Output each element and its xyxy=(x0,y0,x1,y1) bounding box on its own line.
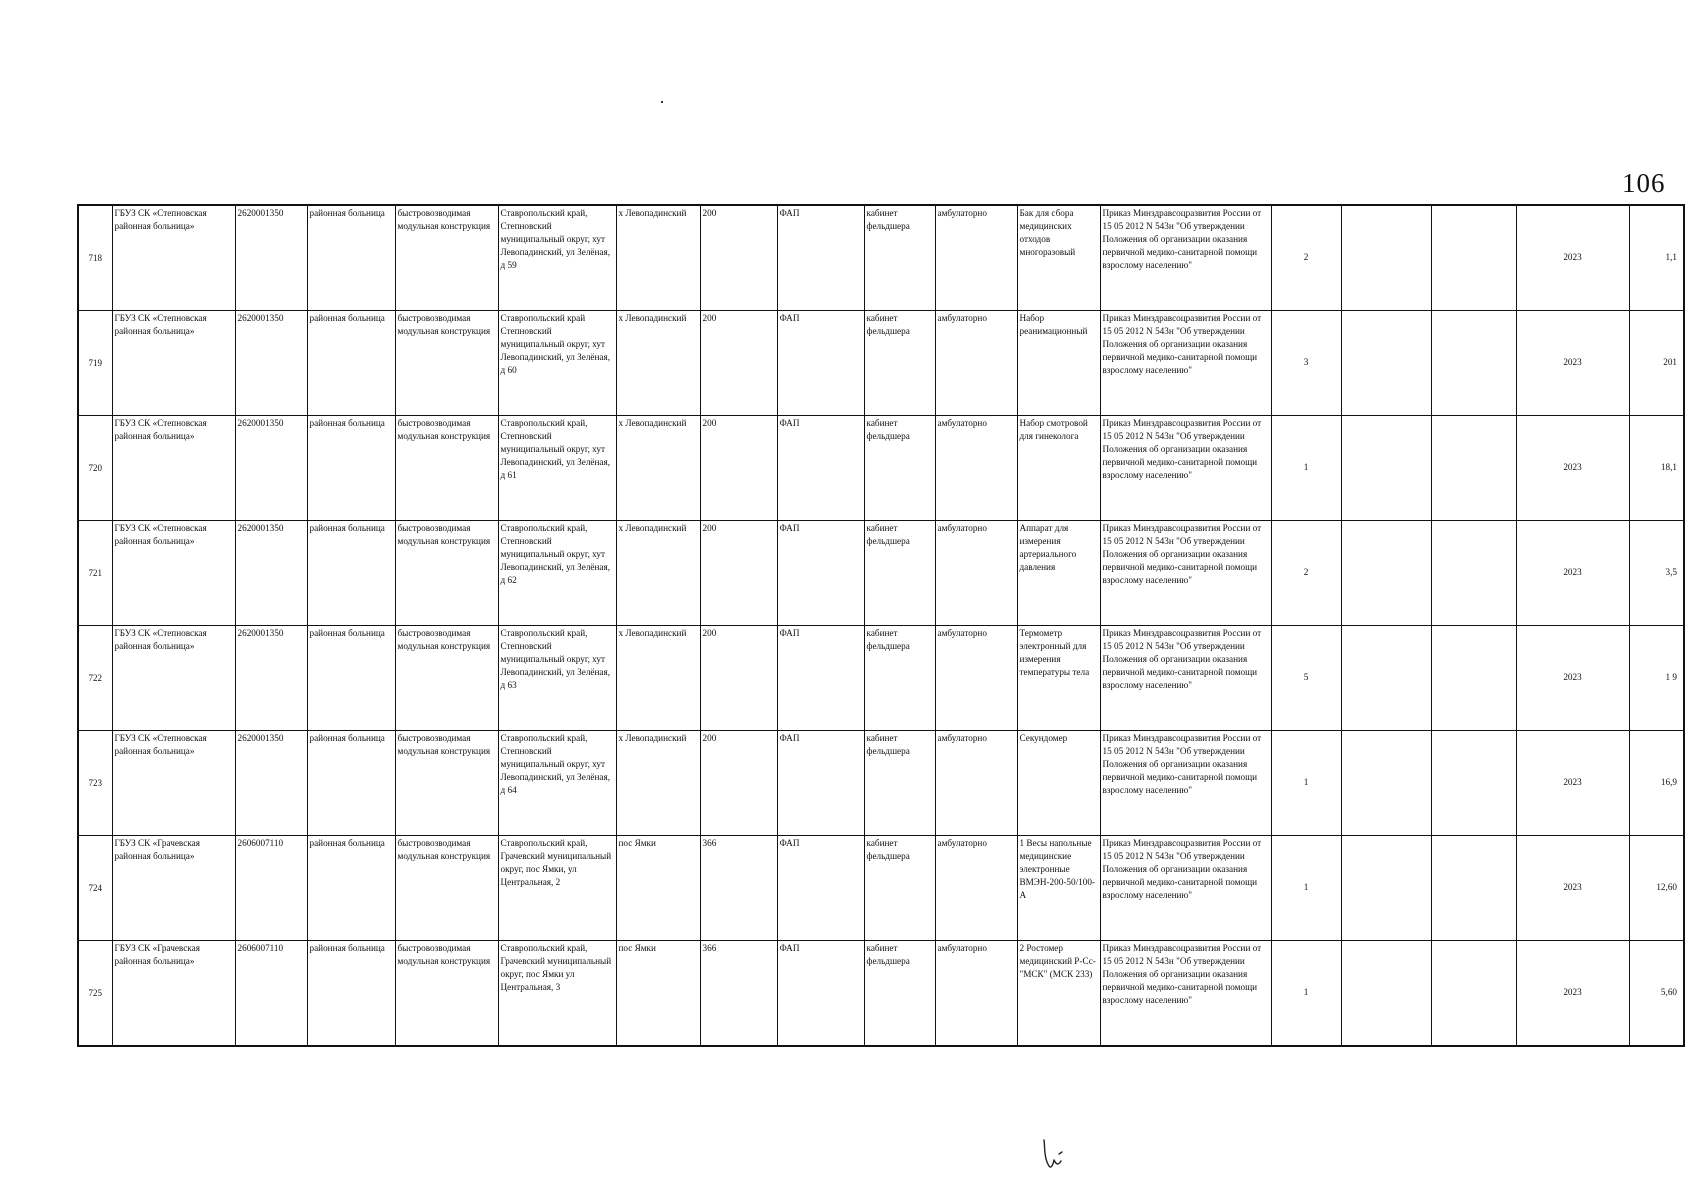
care-form: амбулаторно xyxy=(935,941,1017,1047)
handwritten-initial-mark xyxy=(1040,1138,1070,1172)
organization-type: районная больница xyxy=(307,521,395,626)
empty-cell-1 xyxy=(1341,731,1431,836)
organization-code: 2620001350 xyxy=(235,626,307,731)
organization-type: районная больница xyxy=(307,941,395,1047)
equipment-quantity: 5 xyxy=(1271,626,1341,731)
care-form: амбулаторно xyxy=(935,626,1017,731)
equipment-quantity: 1 xyxy=(1271,941,1341,1047)
population-count: 200 xyxy=(700,626,777,731)
table-row xyxy=(78,836,1684,941)
equipment-quantity: 1 xyxy=(1271,836,1341,941)
equipment-cost: 1 9 xyxy=(1629,626,1684,731)
empty-cell-1 xyxy=(1341,836,1431,941)
unit-name: кабинет фельдшера xyxy=(864,311,935,416)
equipment-name: Набор смотровой для гинеколога xyxy=(1017,416,1100,521)
care-form: амбулаторно xyxy=(935,205,1017,311)
regulation-reference: Приказ Минздравсоцразвития России от 15 05 2012 N 543н "Об утверждении Положения об организации оказания первичной медико-санитарной помощи взрослому населению" xyxy=(1100,731,1271,836)
table-row xyxy=(78,521,1684,626)
organization-code: 2606007110 xyxy=(235,941,307,1047)
organization-name: ГБУЗ СК «Грачевская районная больница» xyxy=(112,941,235,1047)
empty-cell-2 xyxy=(1431,941,1516,1047)
row-number: 719 xyxy=(78,311,112,416)
equipment-quantity: 1 xyxy=(1271,416,1341,521)
equipment-cost: 1,1 xyxy=(1629,205,1684,311)
facility-address: Ставропольский край, Грачевский муниципальный округ, пос Ямки, ул Центральная, 2 xyxy=(498,836,616,941)
empty-cell-1 xyxy=(1341,311,1431,416)
empty-cell-2 xyxy=(1431,731,1516,836)
settlement-name: х Левопадинский xyxy=(616,416,700,521)
organization-name: ГБУЗ СК «Степновская районная больница» xyxy=(112,731,235,836)
facility-type: ФАП xyxy=(777,836,864,941)
equipment-quantity: 3 xyxy=(1271,311,1341,416)
facility-address: Ставропольский край, Степновский муниципальный округ, хут Левопадинский, ул Зелёная, д 64 xyxy=(498,731,616,836)
row-number: 718 xyxy=(78,205,112,311)
construction-type: быстровозводимая модульная конструкция xyxy=(395,205,498,311)
equipment-cost: 5,60 xyxy=(1629,941,1684,1047)
regulation-reference: Приказ Минздравсоцразвития России от 15 05 2012 N 543н "Об утверждении Положения об организации оказания первичной медико-санитарной помощи взрослому населению" xyxy=(1100,626,1271,731)
organization-code: 2606007110 xyxy=(235,836,307,941)
row-number: 724 xyxy=(78,836,112,941)
delivery-year: 2023 xyxy=(1516,416,1629,521)
organization-code: 2620001350 xyxy=(235,416,307,521)
facility-address: Ставропольский край, Степновский муниципальный округ, хут Левопадинский, ул Зелёная, д 62 xyxy=(498,521,616,626)
unit-name: кабинет фельдшера xyxy=(864,941,935,1047)
regulation-reference: Приказ Минздравсоцразвития России от 15 05 2012 N 543н "Об утверждении Положения об организации оказания первичной медико-санитарной помощи взрослому населению" xyxy=(1100,521,1271,626)
equipment-name: Аппарат для измерения артериального давления xyxy=(1017,521,1100,626)
facility-type: ФАП xyxy=(777,626,864,731)
organization-code: 2620001350 xyxy=(235,205,307,311)
empty-cell-2 xyxy=(1431,205,1516,311)
equipment-cost: 12,60 xyxy=(1629,836,1684,941)
organization-code: 2620001350 xyxy=(235,311,307,416)
facility-address: Ставропольский край Степновский муниципальный округ, хут Левопадинский, ул Зелёная, д 60 xyxy=(498,311,616,416)
construction-type: быстровозводимая модульная конструкция xyxy=(395,626,498,731)
empty-cell-2 xyxy=(1431,836,1516,941)
facility-type: ФАП xyxy=(777,731,864,836)
facility-address: Ставропольский край, Степновский муниципальный округ, хут Левопадинский, ул Зелёная, д 63 xyxy=(498,626,616,731)
regulation-reference: Приказ Минздравсоцразвития России от 15 05 2012 N 543н "Об утверждении Положения об организации оказания первичной медико-санитарной помощи взрослому населению" xyxy=(1100,205,1271,311)
regulation-reference: Приказ Минздравсоцразвития России от 15 05 2012 N 543н "Об утверждении Положения об организации оказания первичной медико-санитарной помощи взрослому населению" xyxy=(1100,311,1271,416)
delivery-year: 2023 xyxy=(1516,311,1629,416)
organization-name: ГБУЗ СК «Грачевская районная больница» xyxy=(112,836,235,941)
equipment-name: Термометр электронный для измерения температуры тела xyxy=(1017,626,1100,731)
construction-type: быстровозводимая модульная конструкция xyxy=(395,731,498,836)
construction-type: быстровозводимая модульная конструкция xyxy=(395,836,498,941)
equipment-cost: 201 xyxy=(1629,311,1684,416)
construction-type: быстровозводимая модульная конструкция xyxy=(395,521,498,626)
equipment-name: 1 Весы напольные медицинские электронные ВМЭН-200-50/100-А xyxy=(1017,836,1100,941)
row-number: 720 xyxy=(78,416,112,521)
facility-address: Ставропольский край, Степновский муниципальный округ, хут Левопадинский, ул Зелёная, д 59 xyxy=(498,205,616,311)
equipment-registry-table xyxy=(77,204,1685,1047)
organization-name: ГБУЗ СК «Степновская районная больница» xyxy=(112,311,235,416)
population-count: 200 xyxy=(700,731,777,836)
equipment-name: 2 Ростомер медицинский Р-Сс-"МСК" (МСК 233) xyxy=(1017,941,1100,1047)
settlement-name: х Левопадинский xyxy=(616,626,700,731)
table-row xyxy=(78,626,1684,731)
facility-address: Ставропольский край, Грачевский муниципальный округ, пос Ямки ул Центральная, 3 xyxy=(498,941,616,1047)
equipment-quantity: 1 xyxy=(1271,731,1341,836)
unit-name: кабинет фельдшера xyxy=(864,626,935,731)
empty-cell-1 xyxy=(1341,416,1431,521)
settlement-name: х Левопадинский xyxy=(616,205,700,311)
empty-cell-2 xyxy=(1431,626,1516,731)
organization-name: ГБУЗ СК «Степновская районная больница» xyxy=(112,521,235,626)
regulation-reference: Приказ Минздравсоцразвития России от 15 05 2012 N 543н "Об утверждении Положения об организации оказания первичной медико-санитарной помощи взрослому населению" xyxy=(1100,836,1271,941)
delivery-year: 2023 xyxy=(1516,731,1629,836)
organization-type: районная больница xyxy=(307,626,395,731)
delivery-year: 2023 xyxy=(1516,941,1629,1047)
population-count: 366 xyxy=(700,836,777,941)
empty-cell-1 xyxy=(1341,205,1431,311)
settlement-name: пос Ямки xyxy=(616,941,700,1047)
organization-code: 2620001350 xyxy=(235,521,307,626)
equipment-name: Набор реанимационный xyxy=(1017,311,1100,416)
construction-type: быстровозводимая модульная конструкция xyxy=(395,311,498,416)
empty-cell-2 xyxy=(1431,311,1516,416)
row-number: 721 xyxy=(78,521,112,626)
page-number: 106 xyxy=(1622,168,1666,198)
row-number: 725 xyxy=(78,941,112,1047)
equipment-name: Секундомер xyxy=(1017,731,1100,836)
regulation-reference: Приказ Минздравсоцразвития России от 15 05 2012 N 543н "Об утверждении Положения об организации оказания первичной медико-санитарной помощи взрослому населению" xyxy=(1100,941,1271,1047)
delivery-year: 2023 xyxy=(1516,836,1629,941)
unit-name: кабинет фельдшера xyxy=(864,836,935,941)
facility-type: ФАП xyxy=(777,311,864,416)
delivery-year: 2023 xyxy=(1516,521,1629,626)
facility-type: ФАП xyxy=(777,521,864,626)
equipment-cost: 3,5 xyxy=(1629,521,1684,626)
care-form: амбулаторно xyxy=(935,311,1017,416)
facility-type: ФАП xyxy=(777,416,864,521)
organization-name: ГБУЗ СК «Степновская районная больница» xyxy=(112,626,235,731)
organization-type: районная больница xyxy=(307,731,395,836)
table-row xyxy=(78,731,1684,836)
unit-name: кабинет фельдшера xyxy=(864,731,935,836)
unit-name: кабинет фельдшера xyxy=(864,205,935,311)
empty-cell-1 xyxy=(1341,941,1431,1047)
organization-name: ГБУЗ СК «Степновская районная больница» xyxy=(112,205,235,311)
facility-type: ФАП xyxy=(777,941,864,1047)
care-form: амбулаторно xyxy=(935,521,1017,626)
empty-cell-1 xyxy=(1341,521,1431,626)
organization-type: районная больница xyxy=(307,836,395,941)
equipment-cost: 16,9 xyxy=(1629,731,1684,836)
empty-cell-2 xyxy=(1431,416,1516,521)
organization-code: 2620001350 xyxy=(235,731,307,836)
regulation-reference: Приказ Минздравсоцразвития России от 15 05 2012 N 543н "Об утверждении Положения об организации оказания первичной медико-санитарной помощи взрослому населению" xyxy=(1100,416,1271,521)
equipment-quantity: 2 xyxy=(1271,521,1341,626)
row-number: 723 xyxy=(78,731,112,836)
equipment-cost: 18,1 xyxy=(1629,416,1684,521)
equipment-name: Бак для сбора медицинских отходов многоразовый xyxy=(1017,205,1100,311)
care-form: амбулаторно xyxy=(935,416,1017,521)
population-count: 200 xyxy=(700,205,777,311)
row-number: 722 xyxy=(78,626,112,731)
facility-type: ФАП xyxy=(777,205,864,311)
table-row xyxy=(78,416,1684,521)
construction-type: быстровозводимая модульная конструкция xyxy=(395,941,498,1047)
care-form: амбулаторно xyxy=(935,836,1017,941)
settlement-name: пос Ямки xyxy=(616,836,700,941)
facility-address: Ставропольский край, Степновский муниципальный округ, хут Левопадинский, ул Зелёная, д 61 xyxy=(498,416,616,521)
delivery-year: 2023 xyxy=(1516,626,1629,731)
settlement-name: х Левопадинский xyxy=(616,731,700,836)
care-form: амбулаторно xyxy=(935,731,1017,836)
organization-type: районная больница xyxy=(307,416,395,521)
stray-dot xyxy=(661,101,663,103)
empty-cell-1 xyxy=(1341,626,1431,731)
unit-name: кабинет фельдшера xyxy=(864,521,935,626)
table-row xyxy=(78,311,1684,416)
population-count: 200 xyxy=(700,416,777,521)
population-count: 200 xyxy=(700,311,777,416)
organization-name: ГБУЗ СК «Степновская районная больница» xyxy=(112,416,235,521)
population-count: 366 xyxy=(700,941,777,1047)
settlement-name: х Левопадинский xyxy=(616,311,700,416)
population-count: 200 xyxy=(700,521,777,626)
unit-name: кабинет фельдшера xyxy=(864,416,935,521)
equipment-quantity: 2 xyxy=(1271,205,1341,311)
construction-type: быстровозводимая модульная конструкция xyxy=(395,416,498,521)
organization-type: районная больница xyxy=(307,205,395,311)
table-row xyxy=(78,941,1684,1047)
settlement-name: х Левопадинский xyxy=(616,521,700,626)
table-row xyxy=(78,205,1684,311)
organization-type: районная больница xyxy=(307,311,395,416)
empty-cell-2 xyxy=(1431,521,1516,626)
delivery-year: 2023 xyxy=(1516,205,1629,311)
